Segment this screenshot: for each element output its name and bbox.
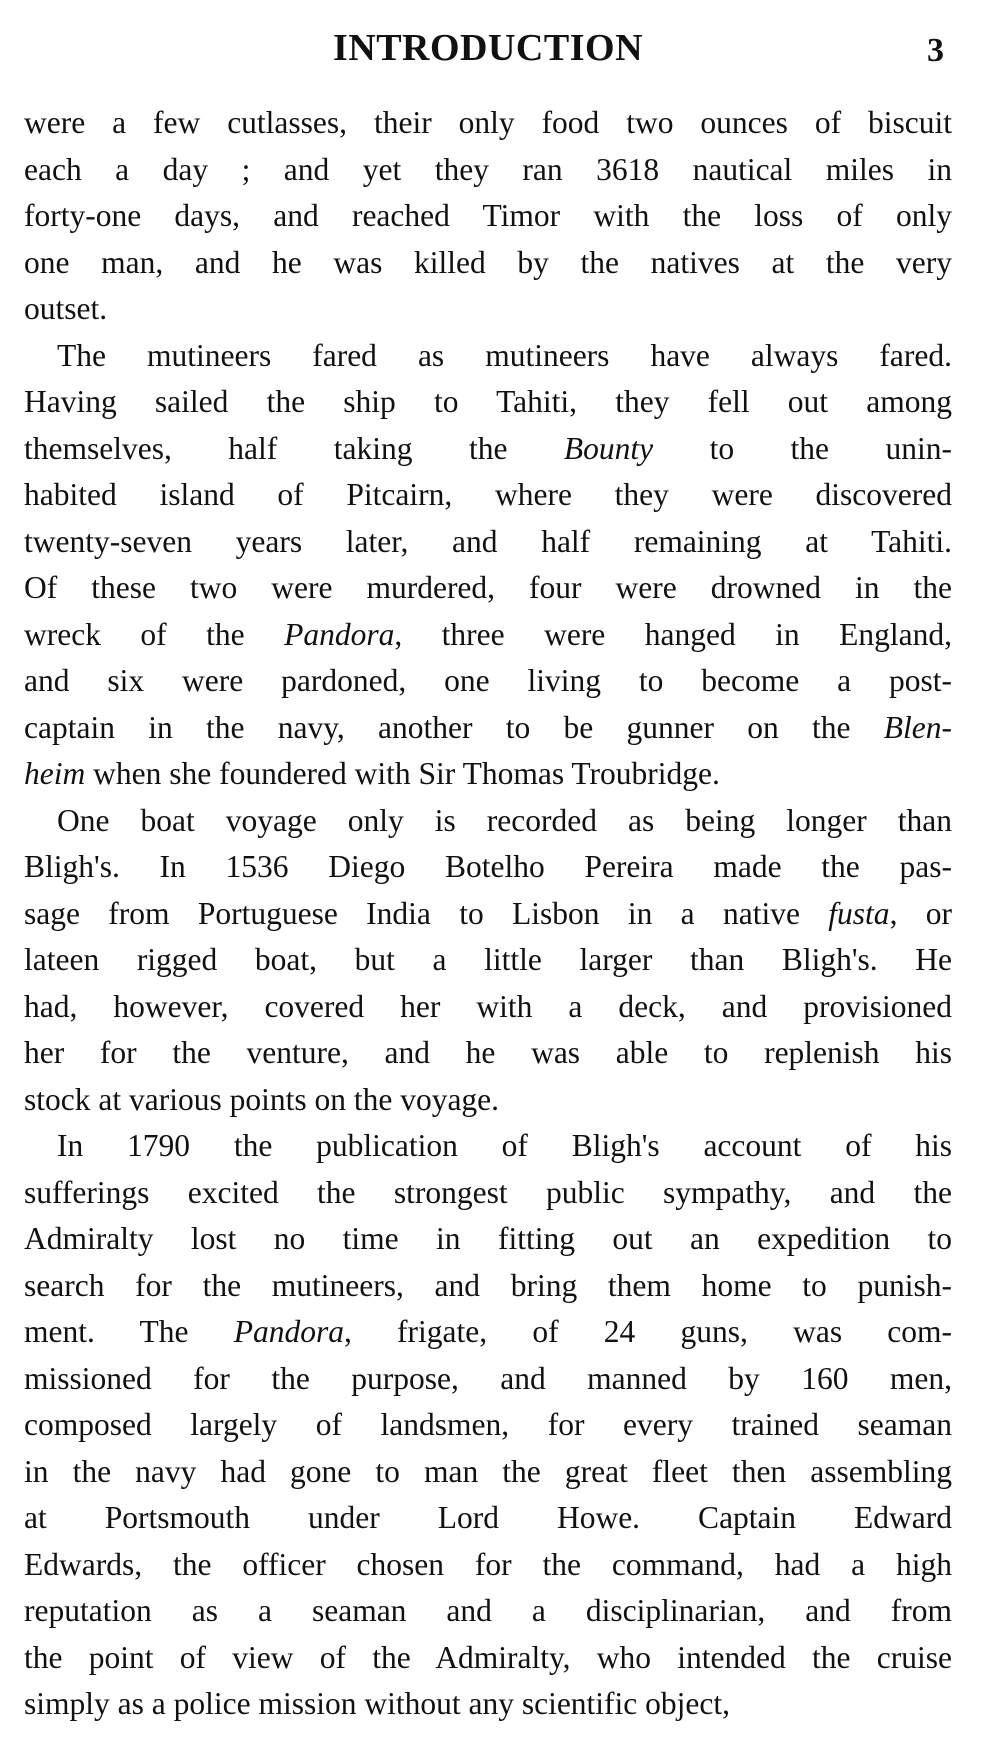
text-line: Bligh's. In 1536 Diego Botelho Pereira made the pas- bbox=[24, 849, 952, 884]
text-line: were a few cutlasses, their only food two ounces of biscuit bbox=[24, 105, 952, 140]
text-line: outset. bbox=[24, 291, 108, 326]
page-number: 3 bbox=[927, 32, 944, 69]
paragraph-4 bbox=[24, 1123, 952, 1728]
text-line: sage from Portuguese India to Lisbon in a native fusta, or bbox=[24, 895, 953, 931]
text-line: the point of view of the Admiralty, who intended the cruise bbox=[24, 1639, 952, 1675]
text-line: in the navy had gone to man the great fleet then assembling bbox=[24, 1453, 952, 1489]
text-line: search for the mutineers, and bring them home to punish- bbox=[24, 1267, 952, 1303]
italic-text: heim bbox=[24, 756, 86, 791]
text-line: one man, and he was killed by the natives at the very bbox=[24, 244, 952, 280]
running-head bbox=[24, 0, 952, 100]
text-line: themselves, half taking the Bounty to the unin- bbox=[24, 430, 952, 466]
text-line: lateen rigged boat, but a little larger than Bligh's. He bbox=[24, 942, 952, 977]
text-line: forty-one days, and reached Timor with the loss of only bbox=[24, 198, 952, 233]
text-line: her for the venture, and he was able to replenish his bbox=[24, 1035, 952, 1070]
paragraph-1 bbox=[24, 100, 952, 333]
book-page bbox=[24, 0, 952, 1738]
italic-text: Blen- bbox=[883, 709, 952, 745]
text-line: One boat voyage only is recorded as being longer than bbox=[57, 802, 952, 838]
paragraph-2 bbox=[24, 333, 952, 798]
text-line: twenty-seven years later, and half remaining at Tahiti. bbox=[24, 523, 952, 559]
text-line: had, however, covered her with a deck, and provisioned bbox=[24, 988, 952, 1024]
body-text bbox=[24, 100, 952, 1728]
text-line: Edwards, the officer chosen for the command, had a high bbox=[24, 1546, 952, 1582]
text-line: Of these two were murdered, four were drowned in the bbox=[24, 570, 952, 605]
running-head-title: INTRODUCTION bbox=[332, 27, 644, 69]
text-line: missioned for the purpose, and manned by 160 men, bbox=[24, 1360, 952, 1396]
text-line: heim when she foundered with Sir Thomas Troubridge. bbox=[24, 756, 720, 791]
text-line: stock at various points on the voyage. bbox=[24, 1081, 500, 1117]
text-line: The mutineers fared as mutineers have always fared. bbox=[57, 337, 952, 373]
text-line: composed largely of landsmen, for every trained seaman bbox=[24, 1407, 952, 1442]
italic-text: Pandora bbox=[233, 1314, 344, 1349]
text-line: Having sailed the ship to Tahiti, they fell out among bbox=[24, 384, 952, 419]
text-line: habited island of Pitcairn, where they were discovered bbox=[24, 477, 952, 512]
text-line: Admiralty lost no time in fitting out an expedition to bbox=[24, 1221, 952, 1256]
text-line: captain in the navy, another to be gunner on the Blen- bbox=[24, 709, 952, 745]
text-line: each a day ; and yet they ran 3618 nautical miles in bbox=[24, 151, 952, 187]
text-line: at Portsmouth under Lord Howe. Captain Edward bbox=[24, 1500, 952, 1535]
text-line: wreck of the Pandora, three were hanged in England, bbox=[24, 616, 952, 652]
italic-text: Pandora bbox=[284, 616, 395, 652]
text-line: sufferings excited the strongest public sympathy, and the bbox=[24, 1174, 952, 1210]
text-line: In 1790 the publication of Bligh's account of his bbox=[57, 1128, 952, 1163]
paragraph-3 bbox=[24, 798, 952, 1124]
text-line: reputation as a seaman and a disciplinarian, and from bbox=[24, 1593, 952, 1628]
text-line: ment. The Pandora, frigate, of 24 guns, was com- bbox=[24, 1314, 953, 1349]
text-line: and six were pardoned, one living to become a post- bbox=[24, 663, 952, 698]
text-line: simply as a police mission without any scientific object, bbox=[24, 1686, 730, 1721]
italic-text: Bounty bbox=[563, 430, 654, 466]
italic-text: fusta bbox=[828, 895, 890, 931]
